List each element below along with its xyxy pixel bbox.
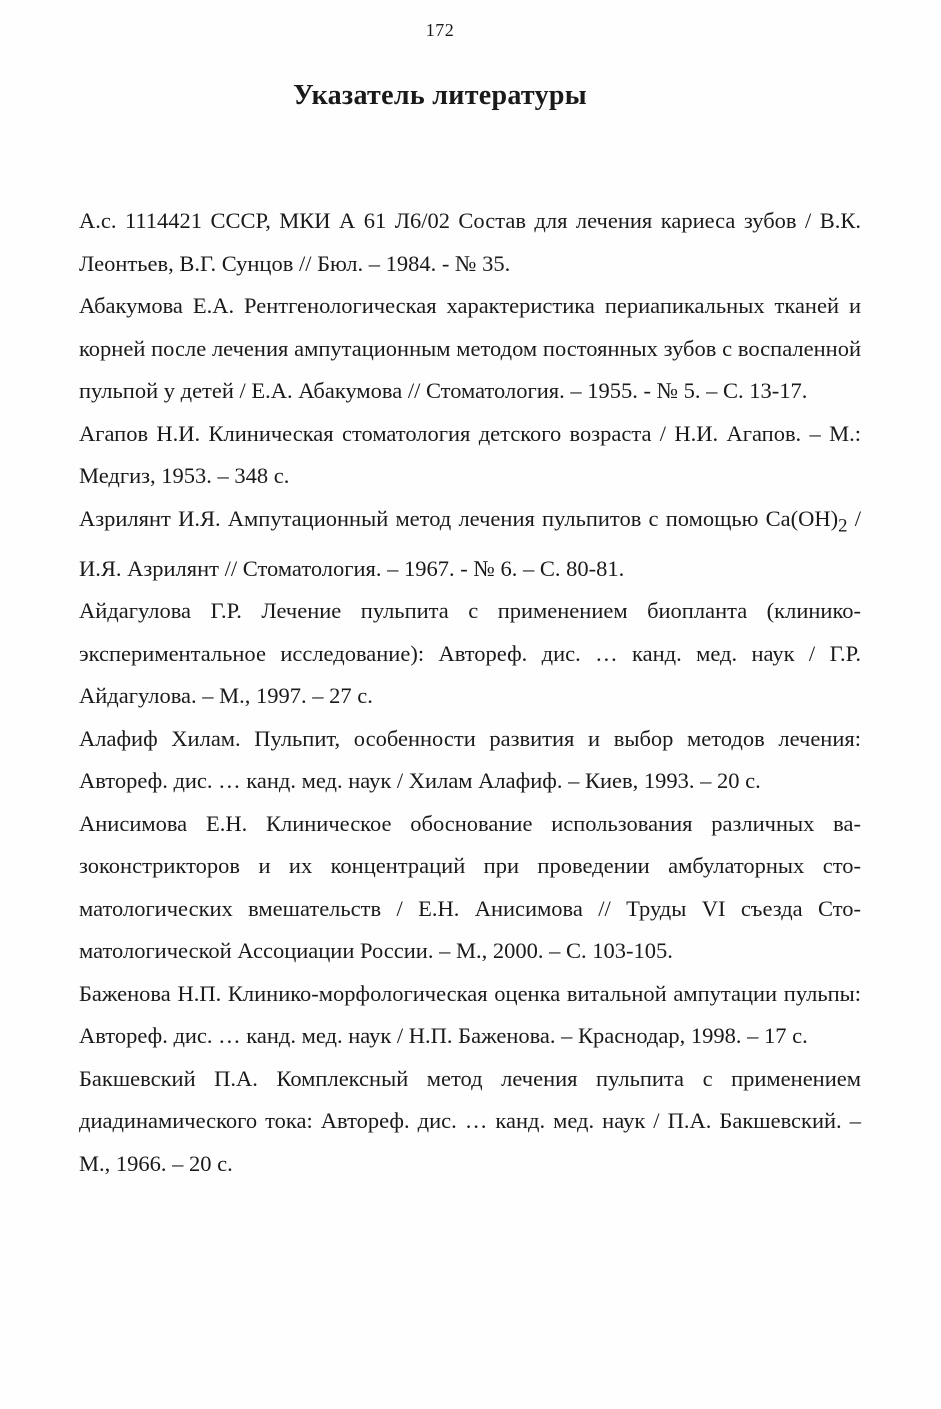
reference-entry: Агапов Н.И. Клиническая стоматология детского возраста / Н.И. Агапов. – М.: Медгиз, 1953. – 348 с. xyxy=(79,420,861,488)
reference-entry: Азрилянт И.Я. Ампутационный метод лечения пульпитов с помощью $Са(ОН)_2 / И.Я$. Азрилянт // Стоматология. – 1967. - № 6. – С. 80-81. xyxy=(79,505,861,581)
reference-list xyxy=(79,200,861,1185)
page-title: Указатель литературы xyxy=(293,80,587,111)
reference-entry: Алафиф Хилам. Пульпит, особенности развития и выбор методов лечения: Автореф. дис. … канд. мед. наук / Хилам Алафиф. – Киев, 1993. – 20 с. xyxy=(79,725,861,793)
reference-entry: Абакумова Е.А. Рентгенологическая характеристика периапикальных тканей и корней после лечения ампутационным методом постоянных зубов с воспаленной пульпой у детей / Е.А. Абакумова // Стоматология. – 1955. - № 5. – С. 13-17. xyxy=(79,293,861,403)
reference-entry: Анисимова Е.Н. Клиническое обоснование использования различных вазоконстрикторов и их концентраций при проведении амбулаторных стоматологических вмешательств / Е.Н. Анисимова // Труды VI съезда Стоматологической Ассоциации России. – М., 2000. – С. 103-105. xyxy=(79,810,861,963)
reference-entry: Бакшевский П.А. Комплексный метод лечения пульпита с применением диадинамического тока: Автореф. дис. … канд. мед. наук / П.А. Бакшевский. – М., 1966. – 20 с. xyxy=(79,1065,861,1176)
reference-entry: Айдагулова Г.Р. Лечение пульпита с применением биопланта (клинико-экспериментальное исследование): Автореф. дис. … канд. мед. наук / Г.Р. Айдагулова. – М., 1997. – 27 с. xyxy=(79,598,861,708)
page-number: 172 xyxy=(425,20,455,40)
reference-entry: А.с. 1114421 СССР, МКИ А 61 Л6/02 Состав для лечения кариеса зубов / В.К. Леонтьев, В.Г. Сунцов // Бюл. – 1984. - № 35. xyxy=(79,208,861,276)
reference-entry: Баженова Н.П. Клинико-морфологическая оценка витальной ампутации пульпы: Автореф. дис. … канд. мед. наук / Н.П. Баженова. – Краснодар, 1998. – 17 с. xyxy=(79,980,861,1048)
